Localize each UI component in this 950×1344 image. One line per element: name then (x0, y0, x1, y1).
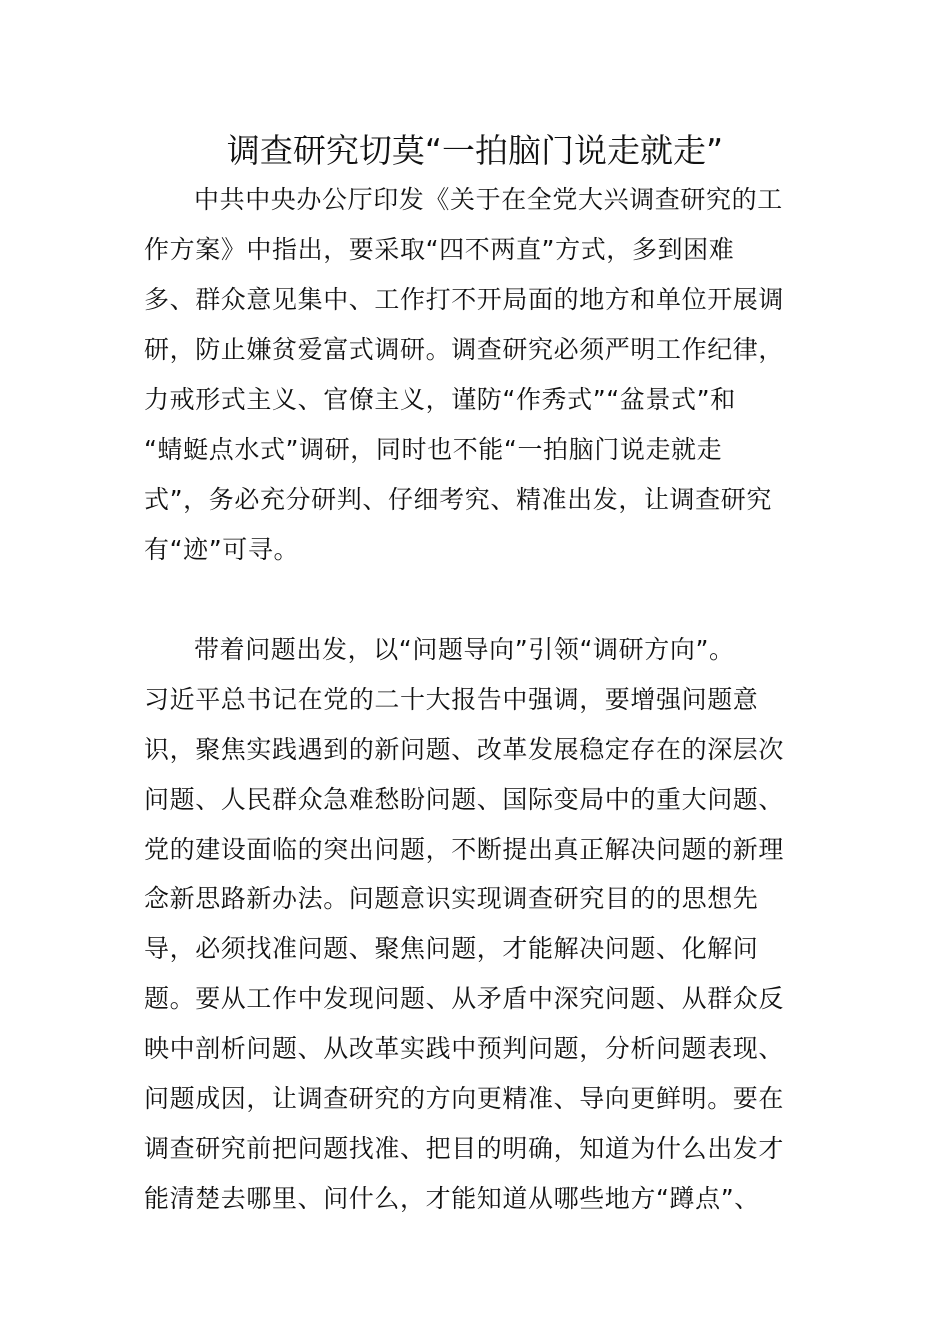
paragraph-line: 力戒形式主义、官僚主义，谨防“作秀式”“盆景式”和 (144, 385, 736, 414)
paragraph-line: 导，必须找准问题、聚焦问题，才能解决问题、化解问 (144, 934, 759, 963)
paragraph-line: 有“迹”可寻。 (144, 535, 300, 564)
paragraph-line: 带着问题出发，以“问题导向”引领“调研方向”。 (194, 635, 735, 664)
paragraph-line: 作方案》中指出，要采取“四不两直”方式，多到困难 (144, 235, 735, 264)
paragraph-line: “蜻蜓点水式”调研，同时也不能“一拍脑门说走就走 (144, 435, 723, 464)
paragraph-line: 识，聚焦实践遇到的新问题、改革发展稳定存在的深层次 (144, 735, 785, 764)
paragraph-line: 问题成因，让调查研究的方向更精准、导向更鲜明。要在 (144, 1084, 785, 1113)
paragraph-line: 题。要从工作中发现问题、从矛盾中深究问题、从群众反 (144, 984, 785, 1013)
paragraph-line: 中共中央办公厅印发《关于在全党大兴调查研究的工 (194, 185, 783, 214)
paragraph-line: 能清楚去哪里、问什么，才能知道从哪些地方“蹲点”、 (144, 1184, 760, 1213)
paragraph-line: 问题、人民群众急难愁盼问题、国际变局中的重大问题、 (144, 785, 785, 814)
paragraph-line: 映中剖析问题、从改革实践中预判问题，分析问题表现、 (144, 1034, 785, 1063)
document-title: 调查研究切莫“一拍脑门说走就走” (226, 131, 724, 170)
paragraph-line: 式”，务必充分研判、仔细考究、精准出发，让调查研究 (144, 485, 772, 514)
paragraph-line: 念新思路新办法。问题意识实现调查研究目的的思想先 (144, 884, 759, 913)
paragraph-line: 党的建设面临的突出问题，不断提出真正解决问题的新理 (144, 835, 785, 864)
paragraph-line: 研，防止嫌贫爱富式调研。调查研究必须严明工作纪律， (144, 335, 785, 364)
paragraph-line: 多、群众意见集中、工作打不开局面的地方和单位开展调 (144, 285, 785, 314)
paragraph-line: 习近平总书记在党的二十大报告中强调，要增强问题意 (144, 685, 759, 714)
paragraph-line: 调查研究前把问题找准、把目的明确，知道为什么出发才 (144, 1134, 785, 1163)
